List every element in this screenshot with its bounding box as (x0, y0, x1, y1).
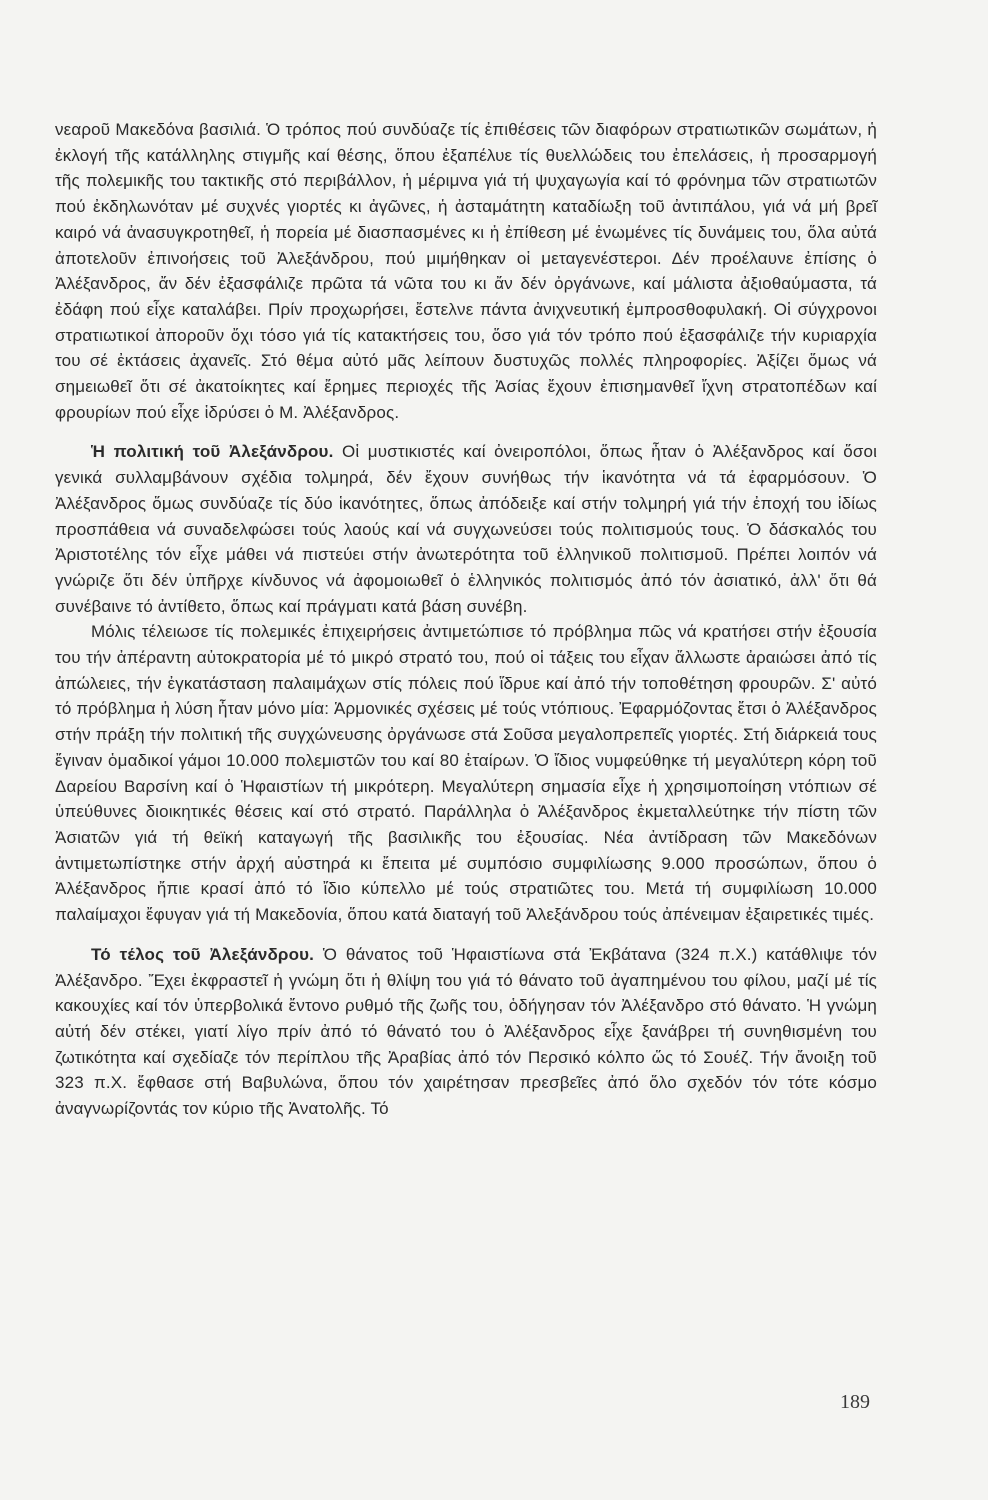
section-heading-end: Τό τέλος τοῦ Ἀλεξάνδρου. (91, 944, 315, 964)
paragraph-text: νεαροῦ Μακεδόνα βασιλιά. Ὁ τρόπος πού συνδύαζε τίς ἐπιθέσεις τῶν διαφόρων στρατιωτικῶν σωμάτων, ἡ ἐκλογή τῆς κατάλληλης στιγμῆς καί θέσης, ὅπου ἐξαπέλυε τίς θυελλώδεις του ἐπελάσεις, ἡ προσαρμογή τῆς πολεμικῆς του τακτικῆς στό περιβάλλον, ἡ μέριμνα γιά τή ψυχαγωγία καί τό φρόνημα τῶν στρατιωτῶν πού ἐκδηλωνόταν μέ συχνές γιορτές κι ἀγῶνες, ἡ ἀσταμάτητη καταδίωξη τοῦ ἀντιπάλου, γιά νά μή βρεῖ καιρό νά ἀνασυγκροτηθεῖ, ἡ πορεία μέ διασπασμένες κι ἡ ἐπίθεση μέ ἑνωμένες τίς δυνάμεις του, ὅλα αὐτά ἀποτελοῦν ἐπινοήσεις τοῦ Ἀλεξάνδρου, πού μιμήθηκαν οἱ μεταγενέστεροι. Δέν προέλαυνε ἐπίσης ὁ Ἀλέξανδρος, ἄν δέν ἐξασφάλιζε πρῶτα τά νῶτα του κι ἄν δέν ὀργάνωνε, καί μάλιστα ἀξιοθαύμαστα, τά ἐδάφη πού εἶχε καταλάβει. Πρίν προχωρήσει, ἔστελνε πάντα ἀνιχνευτική ἐμπροσθοφυλακή. Οἱ σύγχρονοι στρατιωτικοί ἀποροῦν ὄχι τόσο γιά τίς κατακτήσεις του, ὅσο γιά τόν τρόπο πού ἐξασφάλιζε τήν κυριαρχία του σέ ἐκτάσεις ἀχανεῖς. Στό θέμα αὐτό μᾶς λείπουν δυστυχῶς πολλές πληροφορίες. Ἀξίζει ὅμως νά σημειωθεῖ ὅτι σέ ἀκατοίκητες καί ἔρημες περιοχές τῆς Ἀσίας ἔχουν ἐπισημανθεῖ ἴχνη στρατοπέδων καί φρουρίων πού εἶχε ἱδρύσει ὁ Μ. Ἀλέξανδρος. (55, 120, 877, 422)
paragraph-continuation (55, 117, 877, 425)
paragraph-policy (55, 619, 877, 927)
paragraph-text: Ὁ θάνατος τοῦ Ἡφαιστίωνα στά Ἐκβάτανα (324 π.Χ.) κατάθλιψε τόν Ἀλέξανδρο. Ἔχει ἐκφραστεῖ ἡ γνώμη ὅτι ἡ θλίψη του γιά τό θάνατο τοῦ ἀγαπημένου του φίλου, μαζί μέ τίς κακουχίες καί τόν ὑπερβολικά ἔντονο ρυθμό τῆς ζωῆς του, ὁδήγησαν τόν Ἀλέξανδρο στό θάνατο. Ἡ γνώμη αὐτή δέν στέκει, γιατί λίγο πρίν ἀπό τό θάνατό του ὁ Ἀλέξανδρος εἶχε ξανάβρει τή συνηθισμένη του ζωτικότητα καί σχεδίαζε τόν περίπλου τῆς Ἀραβίας ἀπό τόν Περσικό κόλπο ὥς τό Σουέζ. Τήν ἄνοιξη τοῦ 323 π.Χ. ἔφθασε στή Βαβυλώνα, ὅπου τόν χαιρέτησαν πρεσβεῖες ἀπό ὅλο σχεδόν τόν τότε κόσμο ἀναγνωρίζοντάς τον κύριο τῆς Ἀνατολῆς. Τό (55, 944, 877, 1119)
paragraph-text: Οἱ μυστικιστές καί ὀνειροπόλοι, ὅπως ἦταν ὁ Ἀλέξανδρος καί ὅσοι γενικά συλλαμβάνουν σχέδια τολμηρά, δέν ἔχουν συνήθως τήν ἱκανότητα νά τά ἐφαρμόσουν. Ὁ Ἀλέξανδρος ὅμως συνδύαζε τίς δύο ἱκανότητες, ὅπως ἀπόδειξε καί στήν τολμηρή γιά τήν ἐποχή του ἰδίως προσπάθεια νά συναδελφώσει τούς λαούς καί νά συγχωνεύσει τούς πολιτισμούς τους. Ὁ δάσκαλός του Ἀριστοτέλης τόν εἶχε μάθει νά πιστεύει στήν ἀνωτερότητα τοῦ ἑλληνικοῦ πολιτισμοῦ. Πρέπει λοιπόν νά γνώριζε ὅτι δέν ὑπῆρχε κίνδυνος νά ἀφομοιωθεῖ ὁ ἑλληνικός πολιτισμός ἀπό τόν ἀσιατικό, ἀλλ' ὅτι θά συνέβαινε τό ἀντίθετο, ὅπως καί πράγματι κατά βάση συνέβη. (55, 442, 877, 616)
paragraph-end (55, 942, 877, 1122)
page-body (55, 117, 877, 1122)
section-heading-politics: Ἡ πολιτική τοῦ Ἀλεξάνδρου. (91, 442, 334, 462)
page-number: 189 (840, 1391, 870, 1413)
paragraph-politics (55, 439, 877, 619)
paragraph-text: Μόλις τέλειωσε τίς πολεμικές ἐπιχειρήσεις ἀντιμετώπισε τό πρόβλημα πῶς νά κρατήσει στήν ἐξουσία του τήν ἀπέραντη αὐτοκρατορία μέ τό μικρό στρατό του, πού οἱ τάξεις του εἶχαν ἄλλωστε ἀραιώσει ἀπό τίς ἀπώλειες, τήν ἐγκατάσταση παλαιμάχων στίς πόλεις πού ἵδρυε καί ἀπό τήν τοποθέτηση φρουρῶν. Σ' αὐτό τό πρόβλημα ἡ λύση ἦταν μόνο μία: Ἁρμονικές σχέσεις μέ τούς ντόπιους. Ἐφαρμόζοντας ἔτσι ὁ Ἀλέξανδρος στήν πράξη τήν πολιτική τῆς συγχώνευσης ὀργάνωσε στά Σοῦσα μεγαλοπρεπεῖς γιορτές. Στή διάρκειά τους ἔγιναν ὁμαδικοί γάμοι 10.000 πολεμιστῶν του καί 80 ἑταίρων. Ὁ ἴδιος νυμφεύθηκε τή μεγαλύτερη κόρη τοῦ Δαρείου Βαρσίνη καί ὁ Ἡφαιστίων τή μικρότερη. Μεγαλύτερη σημασία εἶχε ἡ χρησιμοποίηση ντόπιων σέ ὑπεύθυνες διοικητικές θέσεις καί στό στρατό. Παράλληλα ὁ Ἀλέξανδρος ἐκμεταλλεύτηκε τήν πίστη τῶν Ἀσιατῶν γιά τή θεϊκή καταγωγή τῆς βασιλικῆς του ἐξουσίας. Νέα ἀντίδραση τῶν Μακεδόνων ἀντιμετωπίστηκε στήν ἀρχή αὐστηρά κι ἔπειτα μέ συμπόσιο συμφιλίωσης 9.000 προσώπων, ὅπου ὁ Ἀλέξανδρος ἤπιε κρασί ἀπό τό ἴδιο κύπελλο μέ τούς στρατιῶτες του. Μετά τή συμφιλίωση 10.000 παλαίμαχοι ἔφυγαν γιά τή Μακεδονία, ὅπου κατά διαταγή τοῦ Ἀλεξάνδρου τούς ἀπένειμαν ἐξαιρετικές τιμές. (55, 622, 877, 925)
